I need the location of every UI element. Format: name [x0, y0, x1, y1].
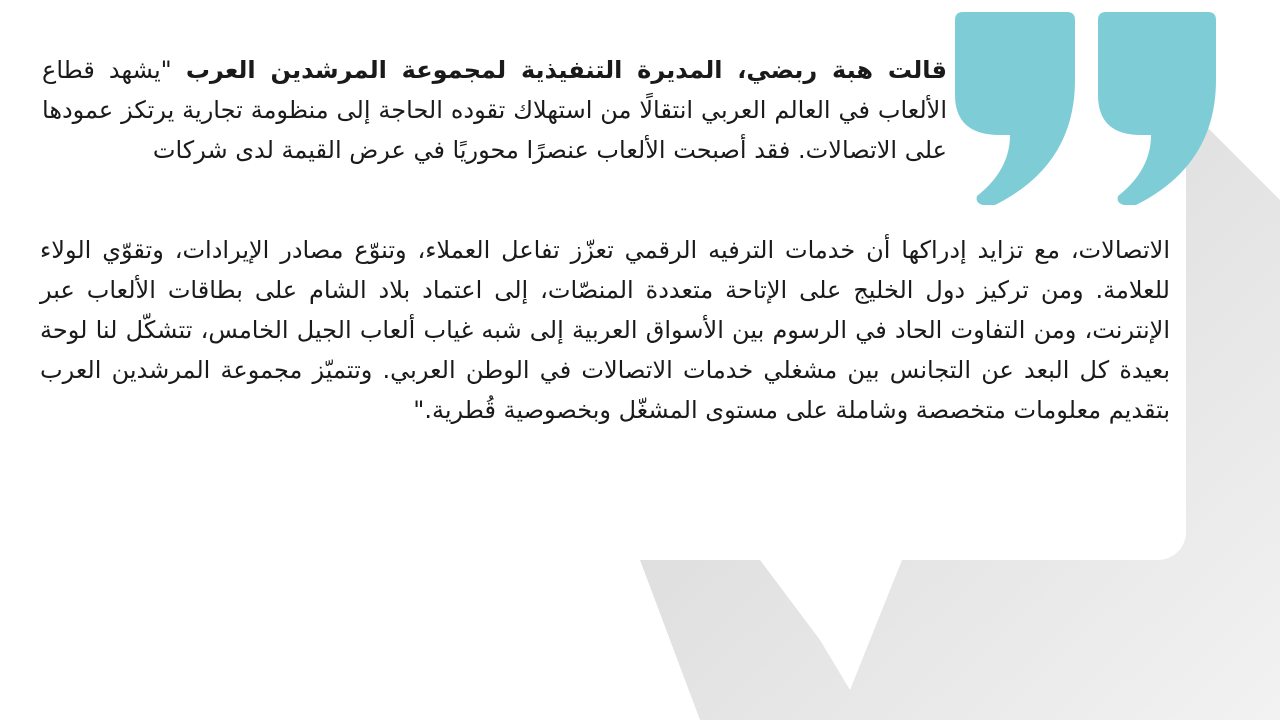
quote-text-part1: "يشهد قطاع الألعاب في العالم العربي انتقالًا من استهلاك تقوده الحاجة إلى منظومة تجارية يرتكز عمودها على الاتصالات. فقد أصبحت الألعاب عنصرًا محوريًا في عرض القيمة لدى شركات — [42, 56, 947, 164]
quote-text-top — [42, 50, 947, 170]
quote-text-bottom: الاتصالات، مع تزايد إدراكها أن خدمات الترفيه الرقمي تعزّز تفاعل العملاء، وتنوّع مصادر الإيرادات، وتقوّي الولاء للعلامة. ومن تركيز دول الخليج على الإتاحة متعددة المنصّات، إلى اعتماد بلاد الشام على بطاقات الألعاب عبر الإنترنت، ومن التفاوت الحاد في الرسوم بين الأسواق العربية إلى شبه غياب ألعاب الجيل الخامس، تتشكّل لنا لوحة بعيدة كل البعد عن التجانس بين مشغلي خدمات الاتصالات في الوطن العربي. وتتميّز مجموعة المرشدين العرب بتقديم معلومات متخصصة وشاملة على مستوى المشغّل وبخصوصية قُطرية." — [40, 236, 1170, 424]
speaker-intro: قالت هبة ربضي، المديرة التنفيذية لمجموعة المرشدين العرب — [185, 56, 947, 84]
